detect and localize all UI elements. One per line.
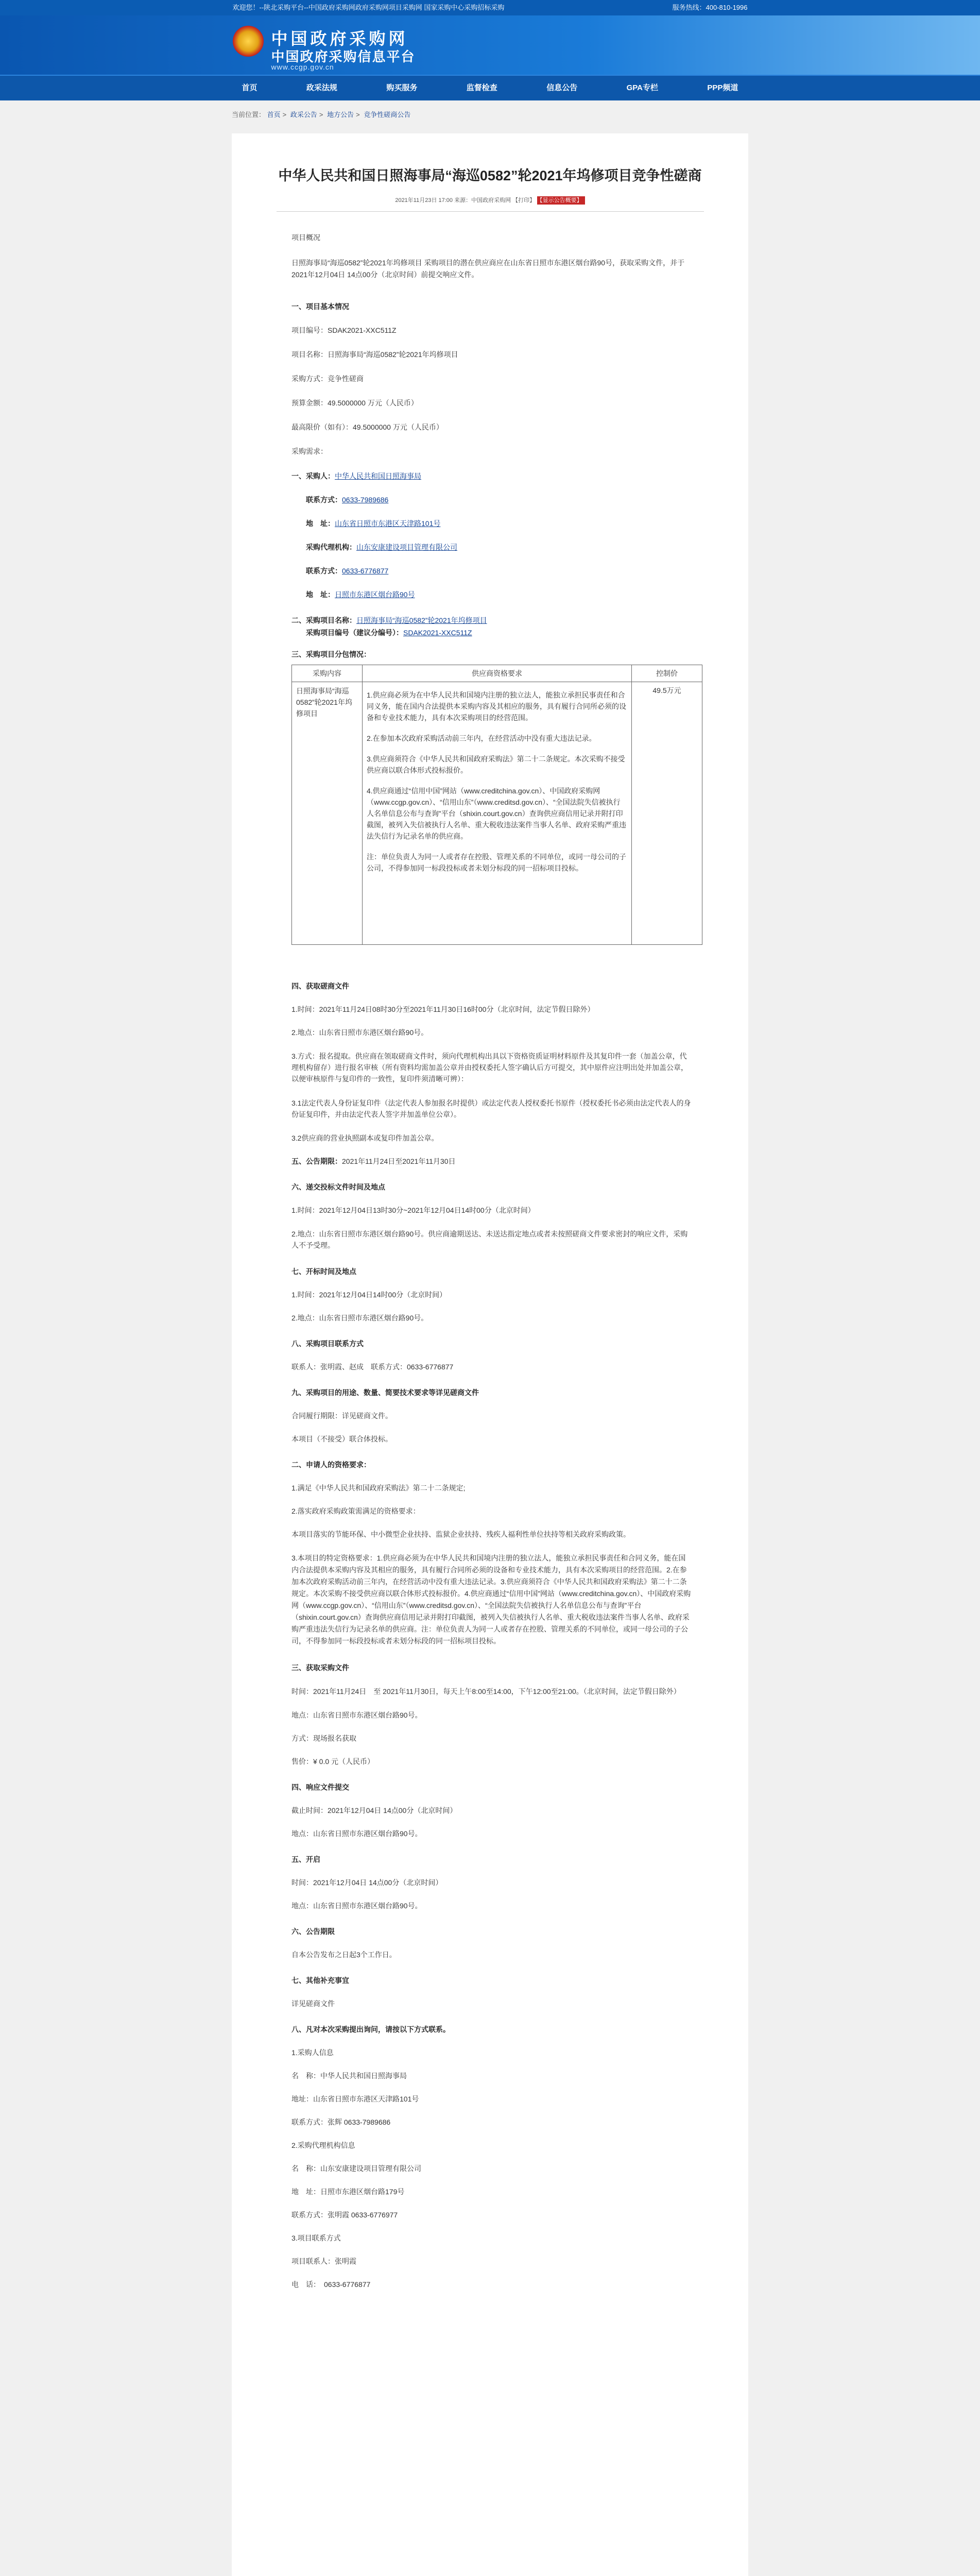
article-meta (232, 196, 748, 204)
table-header-row (292, 665, 702, 682)
s11-price: 售价：¥ 0.0 元（人民币） (291, 1757, 375, 1766)
contact-agency-heading: 2.采购代理机构信息 (291, 2141, 355, 2149)
s8-contact: 联系人：张明霞、赵成 联系方式：0633-6776877 (291, 1363, 454, 1371)
table-row (292, 682, 702, 945)
agency-name: 山东安康建设项目管理有限公司 (356, 543, 457, 551)
section14-heading: 六、公告期限 (291, 1927, 335, 1936)
breadcrumb: 当前位置： 首页 > 政采公告 > 地方公告 > 竞争性磋商公告 (232, 111, 411, 118)
s4-method: 3.方式：报名提取。供应商在领取磋商文件时，须向代理机构出具以下资格资质证明材料原件及其复印件一套（加盖公章，代理机构留存）进行报名审核（所有资料均需加盖公章并由授权委托人签字确认后方可提交，其中原件应注明出处并加盖公章，以便审核原件与复印件的一致性，复印件须清晰可辨）： (291, 1052, 688, 1083)
section10-heading: 二、申请人的资格要求： (291, 1461, 371, 1469)
s10-law: 1.满足《中华人民共和国政府采购法》第二十二条规定; (291, 1484, 466, 1492)
s4-place: 2.地点：山东省日照市东港区烟台路90号。 (291, 1028, 428, 1037)
nav-announcements[interactable]: 信息公告 (546, 83, 578, 92)
section8-heading: 八、采购项目联系方式 (291, 1340, 364, 1348)
agency-label: 采购代理机构： (306, 543, 356, 551)
contact-project-heading: 3.项目联系方式 (291, 2234, 341, 2242)
agency-addr-label: 地 址： (306, 590, 335, 599)
article-panel (232, 133, 748, 2576)
contact-project-person: 项目联系人：张明霞 (291, 2257, 356, 2265)
show-summary-button[interactable]: 【显示公告概要】 (537, 196, 585, 205)
s6-time: 1.时间：2021年12月04日13时30分~2021年12月04日14时00分（北京时间） (291, 1206, 535, 1214)
s10-policy: 2.落实政府采购政策需满足的资格要求： (291, 1507, 420, 1515)
nav-purchase-services[interactable]: 购买服务 (386, 83, 418, 92)
nav-ppp[interactable]: PPP频道 (707, 83, 738, 92)
s4-method-1: 3.1法定代表人身份证复印件（法定代表人参加报名时提供）或法定代表人授权委托书原件（授权委托书必须由法定代表人的身份证复印件，并由法定代表人签字并加盖单位公章）。 (291, 1099, 691, 1118)
purchaser-label: 一、采购人： (291, 472, 335, 480)
procurement-need: 采购需求： (291, 447, 328, 455)
agency-tel: 0633-6776877 (342, 567, 389, 575)
breadcrumb-announcements[interactable]: 政采公告 (290, 111, 317, 118)
agency-tel-label: 联系方式： (306, 567, 342, 575)
qualification-3: 3.供应商须符合《中华人民共和国政府采购法》第二十二条规定。本次采购不接受供应商以联合体形式投标报价。 (367, 755, 625, 774)
s6-place: 2.地点：山东省日照市东港区烟台路90号。供应商逾期送达、未送达指定地点或者未按照磋商文件要求密封的响应文件，采购人不予受理。 (291, 1230, 688, 1249)
main-nav (0, 75, 980, 100)
section16-heading: 八、凡对本次采购提出询问，请按以下方式联系。 (291, 2025, 450, 2033)
max-price: 最高限价（如有）：49.5000000 万元（人民币） (291, 423, 443, 431)
contact-purchaser-name: 名 称：中华人民共和国日照海事局 (291, 2072, 407, 2080)
purchaser-tel-label: 联系方式： (306, 496, 342, 504)
overview-heading: 项目概况 (291, 233, 320, 242)
s13-time: 时间：2021年12月04日 14点00分（北京时间） (291, 1878, 443, 1887)
nav-home[interactable]: 首页 (242, 83, 257, 92)
qualification-2: 2.在参加本次政府采购活动前三年内，在经营活动中没有重大违法记录。 (367, 734, 596, 742)
table-header-content: 采购内容 (292, 665, 363, 682)
project-name-value: 日照海事局“海巡0582”轮2021年坞修项目 (356, 616, 487, 624)
s9-consortium: 本项目（不接受）联合体投标。 (291, 1435, 392, 1443)
article-content (291, 232, 692, 2290)
s4-time: 1.时间：2021年11月24日08时30分至2021年11月30日16时00分（北京时间，法定节假日除外） (291, 1005, 595, 1013)
qualification-1: 1.供应商必须为在中华人民共和国境内注册的独立法人，能独立承担民事责任和合同义务，能在国内合法提供本采购内容及其相应的服务，具有履行合同所必须的设备和专业技术能力，具有本次采购项目的经营范围。 (367, 691, 626, 722)
contact-purchaser-heading: 1.采购人信息 (291, 2048, 334, 2057)
project-name-label: 二、采购项目名称： (291, 616, 356, 624)
section5-heading: 五、公告期限： (291, 1157, 342, 1165)
table-header-price: 控制价 (632, 665, 702, 682)
s13-place: 地点：山东省日照市东港区烟台路90号。 (291, 1902, 422, 1910)
table-cell-qualification (363, 682, 632, 945)
section1-heading: 一、项目基本情况 (291, 302, 349, 311)
nav-regulations[interactable]: 政采法规 (306, 83, 337, 92)
s14-period: 自本公告发布之日起3个工作日。 (291, 1951, 397, 1959)
section13-heading: 五、开启 (291, 1855, 320, 1863)
s12-place: 地点：山东省日照市东港区烟台路90号。 (291, 1829, 422, 1838)
purchaser-addr: 山东省日照市东港区天津路101号 (335, 519, 441, 528)
section15-heading: 七、其他补充事宜 (291, 1976, 349, 1985)
s4-method-2: 3.2供应商的营业执照副本或复印件加盖公章。 (291, 1134, 439, 1142)
s5-period: 2021年11月24日至2021年11月30日 (342, 1157, 456, 1165)
breadcrumb-local[interactable]: 地方公告 (327, 111, 354, 118)
section9-heading: 九、采购项目的用途、数量、简要技术要求等详见磋商文件 (291, 1388, 479, 1397)
section3-heading: 三、采购项目分包情况： (291, 650, 371, 658)
section7-heading: 七、开标时间及地点 (291, 1267, 356, 1276)
contact-purchaser-addr: 地址：山东省日照市东港区天津路101号 (291, 2095, 419, 2103)
nav-gpa[interactable]: GPA专栏 (626, 83, 659, 92)
s10-policy-detail: 本项目落实的节能环保、中小微型企业扶持、监狱企业扶持、残疾人福利性单位扶持等相关政府采购政策。 (291, 1530, 630, 1538)
site-banner (0, 15, 980, 75)
national-emblem-icon (233, 26, 264, 57)
s7-place: 2.地点：山东省日照市东港区烟台路90号。 (291, 1314, 428, 1322)
s11-place: 地点：山东省日照市东港区烟台路90号。 (291, 1711, 422, 1719)
contact-agency-addr: 地 址：日照市东港区烟台路179号 (291, 2188, 405, 2196)
contact-purchaser-tel: 联系方式：张辉 0633-7989686 (291, 2118, 391, 2126)
table-header-qualification: 供应商资格要求 (363, 665, 632, 682)
article-title: 中华人民共和国日照海事局“海巡0582”轮2021年坞修项目竞争性磋商 (278, 168, 702, 183)
contact-agency-tel: 联系方式：张明霞 0633-6776977 (291, 2211, 398, 2219)
hotline: 服务热线：400-810-1996 (672, 4, 748, 11)
agency-addr: 日照市东港区烟台路90号 (335, 590, 415, 599)
contact-agency-name: 名 称：山东安康建设项目管理有限公司 (291, 2164, 421, 2173)
s12-deadline: 截止时间：2021年12月04日 14点00分（北京时间） (291, 1806, 457, 1815)
breadcrumb-home[interactable]: 首页 (267, 111, 281, 118)
qualification-note: 注：单位负责人为同一人或者存在控股、管理关系的不同单位，或同一母公司的子公司，不得参加同一标段投标或者未划分标段的同一招标项目投标。 (367, 853, 626, 872)
project-number: 项目编号：SDAK2021-XXC511Z (291, 326, 397, 334)
qualification-4: 4.供应商通过“信用中国”网站（www.creditchina.gov.cn）、中国政府采购网（www.ccgp.gov.cn）、“信用山东”（www.creditsd.gov.cn）、“全国法院失信被执行人名单信息公布与查询”平台（shixin.court.gov.cn）查询供应商信用记录并附打印截图，被列入失信被执行人名单、重大税收违法案件当事人名单、政府采购严重违法失信行为记录名单的供应商。 (367, 787, 626, 840)
article-meta-text: 2021年11月23日 17:00 来源：中国政府采购网 【打印】 (395, 197, 536, 204)
s9-period: 合同履行期限：详见磋商文件。 (291, 1412, 392, 1420)
requirements-table (291, 665, 702, 945)
project-name: 项目名称：日照海事局“海巡0582”轮2021年坞修项目 (291, 350, 458, 359)
s15-other: 详见磋商文件 (291, 1999, 335, 2008)
table-cell-content: 日照海事局“海巡0582”轮2021年坞修项目 (292, 682, 363, 945)
s10-specific: 3.本项目的特定资格要求：1.供应商必须为在中华人民共和国境内注册的独立法人，能独立承担民事责任和合同义务，能在国内合法提供本采购内容及其相应的服务，具有履行合同所必须的设备和专业技术能力，具有本次采购项目的经营范围。2.在参加本次政府采购活动前三年内，在经营活动中没有重大违法记录。3.供应商须符合《中华人民共和国政府采购法》第二十二条规定。本次采购不接受供应商以联合体形式投标报价。4.供应商通过“信用中国”网站（www.creditchina.gov.cn）、中国政府采购网（www.ccgp.gov.cn）、“信用山东”（www.creditsd.gov.cn）、“全国法院失信被执行人名单信息公布与查询”平台（shixin.court.gov.cn）查询供应商信用记录并附打印截图，被列入失信被执行人名单、重大税收违法案件当事人名单、政府采购严重违法失信行为记录名单的供应商。注：单位负责人为同一人或者存在控股、管理关系的不同单位，或同一母公司的子公司，不得参加同一标段投标或者未划分标段的同一招标项目投标。 (291, 1554, 691, 1645)
nav-supervision[interactable]: 监督检查 (466, 83, 497, 92)
purchaser-addr-label: 地 址： (306, 519, 335, 528)
budget-amount: 预算金额：49.5000000 万元（人民币） (291, 399, 418, 407)
divider (277, 211, 704, 212)
table-cell-price: 49.5万元 (632, 682, 702, 945)
section12-heading: 四、响应文件提交 (291, 1783, 349, 1791)
s11-time: 时间：2021年11月24日 至 2021年11月30日，每天上午8:00至14:00，下午12:00至21:00。（北京时间，法定节假日除外） (291, 1687, 681, 1696)
s7-time: 1.时间：2021年12月04日14时00分（北京时间） (291, 1291, 447, 1299)
site-logo-title[interactable]: 中国政府采购网 (271, 29, 408, 48)
purchaser-name: 中华人民共和国日照海事局 (335, 472, 421, 480)
purchaser-tel: 0633-7989686 (342, 496, 389, 504)
contact-project-tel: 电 话： 0633-6776877 (291, 2280, 371, 2289)
s11-method: 方式：现场报名获取 (291, 1734, 356, 1742)
overview-text: 日照海事局“海巡0582”轮2021年坞修项目 采购项目的潜在供应商应在山东省日照市东港区烟台路90号，获取采购文件，并于2021年12月04日 14点00分（北京时间）前提交响应文件。 (291, 259, 685, 279)
top-bar-welcome: 欢迎您！--陕北采购平台--中国政府采购网政府采购网项目采购网 国家采购中心采购招标采购 (232, 4, 505, 11)
site-logo-subtitle: 中国政府采购信息平台 (271, 49, 416, 64)
top-bar (0, 0, 980, 15)
project-code-value: SDAK2021-XXC511Z (403, 629, 472, 637)
procurement-method: 采购方式：竞争性磋商 (291, 375, 364, 383)
section4-heading: 四、获取磋商文件 (291, 982, 349, 990)
section11-heading: 三、获取采购文件 (291, 1664, 349, 1672)
site-url: www.ccgp.gov.cn (271, 63, 334, 71)
project-code-label: 采购项目编号（建议分编号）： (306, 629, 403, 637)
breadcrumb-current[interactable]: 竞争性磋商公告 (364, 111, 411, 118)
breadcrumb-prefix: 当前位置： (232, 111, 266, 118)
section6-heading: 六、递交投标文件时间及地点 (291, 1183, 385, 1191)
